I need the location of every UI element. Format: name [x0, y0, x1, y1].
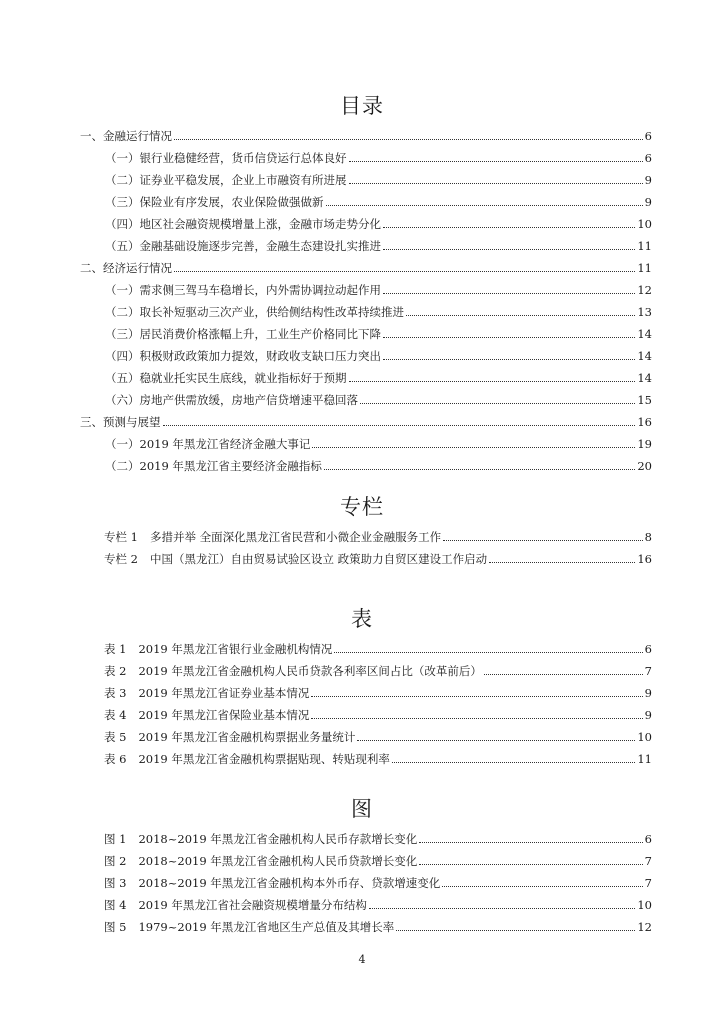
table-entry-text: 2019 年黑龙江省金融机构人民币贷款各利率区间占比（改革前后） [138, 664, 482, 678]
toc-entry[interactable] [80, 258, 652, 276]
figure-entry-text: 2018~2019 年黑龙江省金融机构人民币存款增长变化 [138, 832, 418, 846]
column-entry-text: 多措并举 全面深化黑龙江省民营和小微企业金融服务工作 [149, 530, 442, 544]
leader-dots [396, 930, 635, 931]
table-entry-label: 表 6 [104, 752, 127, 766]
toc-entry-page: 14 [637, 349, 652, 363]
table-list-entry[interactable] [104, 727, 652, 745]
toc-entry-page: 14 [637, 327, 652, 341]
page-number: 4 [358, 953, 366, 966]
leader-dots [392, 762, 635, 763]
leader-dots [357, 740, 635, 741]
toc-entry-page: 13 [637, 305, 652, 319]
figure-list-entry[interactable] [104, 895, 652, 913]
toc-entry[interactable] [105, 148, 652, 166]
toc-entry-text: （二）证券业平稳发展，企业上市融资有所进展 [105, 173, 347, 187]
table-entry-page: 10 [637, 730, 652, 744]
figure-entry-page: 7 [644, 854, 652, 868]
figure-list-entry[interactable] [104, 829, 652, 847]
leader-dots [369, 908, 635, 909]
table-entry-label: 表 2 [104, 664, 127, 678]
table-entry-label: 表 4 [104, 708, 127, 722]
figure-entry-text: 2018~2019 年黑龙江省金融机构本外币存、贷款增速变化 [138, 876, 441, 890]
column-entry-label: 专栏 1 [104, 530, 138, 544]
toc-entry-text: （五）稳就业托实民生底线，就业指标好于预期 [105, 371, 347, 385]
toc-entry-page: 20 [637, 459, 652, 473]
toc-entry-text: （一）需求侧三驾马车稳增长，内外需协调拉动起作用 [105, 283, 381, 297]
toc-entry[interactable] [105, 390, 652, 408]
leader-dots [383, 249, 635, 250]
leader-dots [312, 447, 635, 448]
table-entry-page: 11 [637, 752, 652, 766]
figure-entry-label: 图 3 [104, 876, 127, 890]
toc-entry-text: 三、预测与展望 [80, 415, 161, 429]
toc-entry-page: 11 [637, 239, 652, 253]
figure-entry-label: 图 1 [104, 832, 127, 846]
figure-entry-label: 图 4 [104, 898, 127, 912]
leader-dots [489, 562, 635, 563]
table-entry-text: 2019 年黑龙江省证券业基本情况 [138, 686, 310, 700]
toc-entry-page: 19 [637, 437, 652, 451]
toc-entry-page: 15 [637, 393, 652, 407]
figure-entry-text: 2019 年黑龙江省社会融资规模增量分布结构 [138, 898, 367, 912]
toc-entry[interactable] [105, 368, 652, 386]
toc-entry-page: 12 [637, 283, 652, 297]
leader-dots [442, 886, 642, 887]
leader-dots [443, 540, 643, 541]
leader-dots [383, 293, 635, 294]
toc-entry-page: 9 [644, 173, 652, 187]
toc-entry-page: 6 [644, 151, 652, 165]
table-list-entry[interactable] [104, 683, 652, 701]
table-entry-page: 9 [644, 708, 652, 722]
toc-entry-text: （一）2019 年黑龙江省经济金融大事记 [105, 437, 311, 451]
leader-dots [163, 425, 636, 426]
figure-list-entry[interactable] [104, 873, 652, 891]
columns-title: 专栏 [340, 495, 384, 519]
toc-entry-text: 一、金融运行情况 [80, 129, 172, 143]
leader-dots [174, 271, 635, 272]
toc-entry[interactable] [105, 236, 652, 254]
leader-dots [334, 652, 642, 653]
leader-dots [174, 139, 643, 140]
figure-entry-label: 图 2 [104, 854, 127, 868]
toc-entry-page: 6 [644, 129, 652, 143]
leader-dots [406, 315, 635, 316]
table-entry-text: 2019 年黑龙江省金融机构票据业务量统计 [138, 730, 356, 744]
table-entry-text: 2019 年黑龙江省保险业基本情况 [138, 708, 310, 722]
figure-entry-label: 图 5 [104, 920, 127, 934]
toc-entry-text: （三）居民消费价格涨幅上升，工业生产价格同比下降 [105, 327, 381, 341]
leader-dots [383, 337, 635, 338]
toc-entry-page: 9 [644, 195, 652, 209]
toc-entry[interactable] [105, 302, 652, 320]
leader-dots [419, 864, 642, 865]
figure-list-entry[interactable] [104, 917, 652, 935]
toc-entry-text: （六）房地产供需放缓，房地产信贷增速平稳回落 [105, 393, 358, 407]
toc-entry-text: （四）地区社会融资规模增量上涨，金融市场走势分化 [105, 217, 381, 231]
leader-dots [311, 718, 642, 719]
toc-entry-text: （三）保险业有序发展，农业保险做强做新 [105, 195, 324, 209]
toc-entry-text: （二）2019 年黑龙江省主要经济金融指标 [105, 459, 322, 473]
table-entry-page: 6 [644, 642, 652, 656]
column-entry-page: 16 [637, 552, 652, 566]
leader-dots [326, 205, 643, 206]
leader-dots [419, 842, 642, 843]
table-list-entry[interactable] [104, 639, 652, 657]
table-list-entry[interactable] [104, 705, 652, 723]
figures-title: 图 [351, 797, 373, 821]
column-entry[interactable] [104, 527, 652, 545]
column-entry-page: 8 [644, 530, 652, 544]
leader-dots [349, 381, 636, 382]
toc-entry-text: （二）取长补短驱动三次产业，供给侧结构性改革持续推进 [105, 305, 404, 319]
toc-entry-text: （一）银行业稳健经营，货币信贷运行总体良好 [105, 151, 347, 165]
leader-dots [383, 227, 635, 228]
figure-entry-page: 12 [637, 920, 652, 934]
toc-entry[interactable] [105, 346, 652, 364]
table-entry-page: 7 [644, 664, 652, 678]
toc-entry-page: 11 [637, 261, 652, 275]
leader-dots [349, 183, 643, 184]
toc-title: 目录 [340, 94, 384, 118]
toc-entry-text: （四）积极财政政策加力提效，财政收支缺口压力突出 [105, 349, 381, 363]
leader-dots [484, 674, 643, 675]
toc-entry[interactable] [105, 214, 652, 232]
leader-dots [383, 359, 635, 360]
figure-list-entry[interactable] [104, 851, 652, 869]
toc-entry[interactable] [105, 170, 652, 188]
figure-entry-text: 1979~2019 年黑龙江省地区生产总值及其增长率 [138, 920, 395, 934]
figure-entry-page: 6 [644, 832, 652, 846]
toc-entry[interactable] [105, 434, 652, 452]
column-entry-text: 中国（黑龙江）自由贸易试验区设立 政策助力自贸区建设工作启动 [149, 552, 488, 566]
table-entry-label: 表 5 [104, 730, 127, 744]
figure-entry-text: 2018~2019 年黑龙江省金融机构人民币贷款增长变化 [138, 854, 418, 868]
leader-dots [349, 161, 643, 162]
toc-entry-page: 16 [637, 415, 652, 429]
table-list-entry[interactable] [104, 749, 652, 767]
toc-entry[interactable] [105, 456, 652, 474]
column-entry[interactable] [104, 549, 652, 567]
table-entry-label: 表 1 [104, 642, 127, 656]
toc-entry-text: （五）金融基础设施逐步完善，金融生态建设扎实推进 [105, 239, 381, 253]
tables-title: 表 [351, 607, 373, 631]
toc-entry[interactable] [105, 192, 652, 210]
leader-dots [360, 403, 635, 404]
leader-dots [324, 469, 635, 470]
toc-entry-page: 14 [637, 371, 652, 385]
toc-entry[interactable] [80, 126, 652, 144]
table-entry-label: 表 3 [104, 686, 127, 700]
toc-entry[interactable] [105, 280, 652, 298]
table-entry-text: 2019 年黑龙江省金融机构票据贴现、转贴现利率 [138, 752, 390, 766]
table-list-entry[interactable] [104, 661, 652, 679]
toc-entry-text: 二、经济运行情况 [80, 261, 172, 275]
table-entry-page: 9 [644, 686, 652, 700]
leader-dots [311, 696, 642, 697]
figure-entry-page: 10 [637, 898, 652, 912]
table-entry-text: 2019 年黑龙江省银行业金融机构情况 [138, 642, 333, 656]
toc-entry-page: 10 [637, 217, 652, 231]
toc-entry[interactable] [80, 412, 652, 430]
toc-entry[interactable] [105, 324, 652, 342]
column-entry-label: 专栏 2 [104, 552, 138, 566]
figure-entry-page: 7 [644, 876, 652, 890]
